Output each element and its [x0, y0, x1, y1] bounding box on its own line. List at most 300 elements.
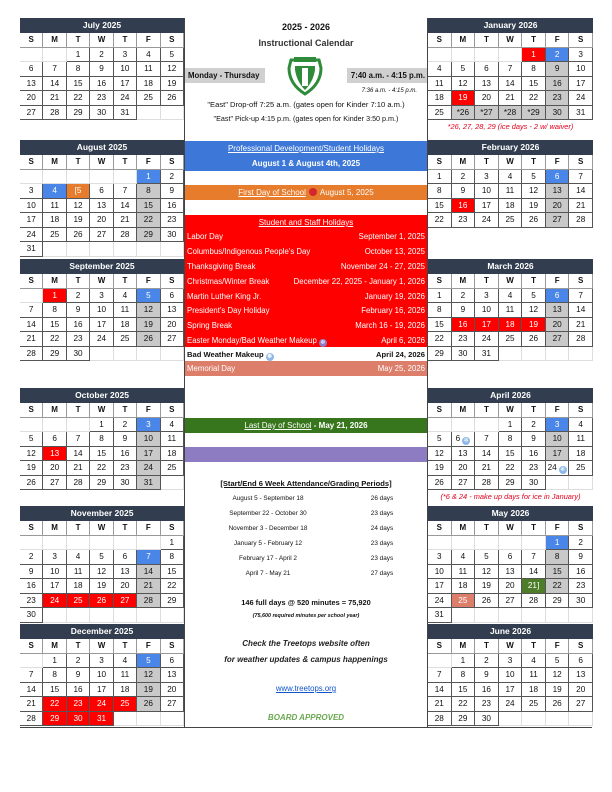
- day-cell: 7: [114, 184, 137, 199]
- day-cell: 24: [475, 213, 499, 228]
- website-link[interactable]: www.treetops.org: [275, 684, 337, 693]
- day-cell: 9: [475, 668, 499, 683]
- bottom-border: [20, 727, 592, 728]
- day-cell: 13: [452, 447, 476, 462]
- day-cell: 11: [114, 303, 137, 318]
- weekday-header: T: [67, 155, 90, 170]
- day-cell: 24: [499, 697, 523, 712]
- month-title: July 2025: [20, 18, 184, 33]
- weekday-header: F: [546, 274, 570, 289]
- day-cell: 6: [20, 62, 43, 77]
- day-cell: 2: [452, 289, 476, 304]
- weekday-header: W: [90, 639, 113, 654]
- weekday-header: W: [499, 403, 523, 418]
- month-grid: [20, 274, 184, 361]
- day-cell: *27: [475, 106, 499, 121]
- day-cell: 12: [67, 199, 90, 214]
- pickup-info: "East" Pick-up 4:15 p.m. (gates open for Kinder 3:50 p.m.): [213, 114, 399, 123]
- weekday-header: W: [499, 33, 523, 48]
- day-cell: 16: [114, 447, 137, 462]
- day-cell: 21]: [522, 579, 546, 594]
- day-cell: 3: [546, 418, 570, 433]
- day-cell: 28: [569, 213, 593, 228]
- empty-cell: [428, 536, 452, 551]
- day-cell: 11: [114, 668, 137, 683]
- day-cell: 4: [452, 550, 476, 565]
- day-cell: 23: [546, 91, 570, 106]
- day-cell: 30: [546, 106, 570, 121]
- day-cell: 9: [569, 550, 593, 565]
- weekday-header: S: [569, 403, 593, 418]
- day-cell: 1: [499, 418, 523, 433]
- day-cell: 9: [452, 303, 476, 318]
- empty-cell: [67, 608, 90, 623]
- day-cell: 1: [452, 654, 476, 669]
- day-cell: 6: [569, 654, 593, 669]
- day-cell: 8: [428, 303, 452, 318]
- grading-period-row: [185, 507, 427, 522]
- month-grid: [428, 155, 593, 228]
- day-cell: 9: [522, 432, 546, 447]
- day-cell: 14: [114, 199, 137, 214]
- day-cell: 7: [20, 668, 43, 683]
- day-cell: 4: [114, 654, 137, 669]
- empty-cell: [43, 536, 66, 551]
- empty-cell: [475, 608, 499, 623]
- month-note: (*6 & 24 - make up days for ice in January): [440, 492, 581, 501]
- weekday-header: T: [522, 521, 546, 536]
- day-cell: 29: [90, 476, 113, 491]
- day-cell: 11: [43, 199, 66, 214]
- first-day-banner: [185, 185, 427, 200]
- grading-period-range: November 3 - December 18: [228, 525, 308, 532]
- day-cell: 21: [569, 318, 593, 333]
- day-cell: 2: [522, 418, 546, 433]
- holiday-item: [185, 275, 427, 290]
- day-cell: 15: [428, 318, 452, 333]
- weekday-header: S: [20, 155, 43, 170]
- day-cell: 16: [90, 77, 113, 92]
- empty-cell: [161, 608, 184, 623]
- day-cell: 16: [452, 318, 476, 333]
- day-cell: 13: [569, 668, 593, 683]
- day-cell: 6: [546, 289, 570, 304]
- month-august: [20, 140, 184, 257]
- grading-period-range: January 5 - February 12: [233, 540, 303, 547]
- day-cell: 16: [452, 199, 476, 214]
- day-cell: 23: [522, 461, 546, 476]
- month-february: [428, 140, 593, 228]
- grading-period-range: September 22 - October 30: [229, 510, 307, 517]
- day-cell: 26: [522, 213, 546, 228]
- day-cell: 11: [452, 565, 476, 580]
- month-april: [428, 388, 593, 504]
- day-cell: 3: [90, 654, 113, 669]
- empty-cell: [428, 654, 452, 669]
- weekday-header: F: [137, 403, 160, 418]
- month-title: December 2025: [20, 624, 184, 639]
- holiday-name: Thanksgiving Break: [187, 261, 256, 271]
- weekday-header: S: [20, 33, 43, 48]
- month-grid: [428, 274, 593, 361]
- empty-cell: [137, 347, 160, 362]
- empty-cell: [452, 536, 476, 551]
- empty-cell: [522, 536, 546, 551]
- day-cell: 2: [475, 654, 499, 669]
- weekday-header: M: [452, 33, 476, 48]
- grading-period-days: 23 days: [370, 510, 394, 517]
- grading-period-range: February 17 - April 2: [239, 555, 297, 562]
- weekday-header: M: [452, 639, 476, 654]
- day-cell: 5: [522, 170, 546, 185]
- weekday-header: F: [137, 33, 160, 48]
- month-grid: [428, 521, 593, 623]
- day-cell: 23: [67, 697, 90, 712]
- weekday-header: M: [452, 155, 476, 170]
- day-cell: 8: [43, 668, 66, 683]
- day-cell: 25: [569, 461, 593, 476]
- holiday-name: Easter Monday/Bad Weather Makeup: [187, 336, 317, 346]
- day-cell: 23: [475, 697, 499, 712]
- weekday-header: S: [161, 403, 184, 418]
- day-cell: 4: [499, 170, 523, 185]
- day-cell: 27: [90, 228, 113, 243]
- day-cell: 13: [114, 565, 137, 580]
- day-cell: 4: [114, 289, 137, 304]
- day-cell: 22: [428, 213, 452, 228]
- empty-cell: [114, 536, 137, 551]
- empty-cell: [43, 170, 66, 185]
- day-cell: 20: [546, 318, 570, 333]
- memorial-day-row: [185, 361, 427, 376]
- day-cell: 12: [452, 77, 476, 92]
- month-title: November 2025: [20, 506, 184, 521]
- empty-cell: [137, 608, 160, 623]
- day-cell: 8: [90, 432, 113, 447]
- month-title: March 2026: [428, 259, 593, 274]
- day-cell: 1: [428, 170, 452, 185]
- day-cell: 19: [546, 683, 570, 698]
- month-may: [428, 506, 593, 623]
- day-cell: 18: [499, 199, 523, 214]
- day-cell: 1: [43, 654, 66, 669]
- day-cell: 30: [569, 594, 593, 609]
- empty-cell: [20, 418, 43, 433]
- empty-cell: [161, 106, 184, 121]
- holidays-list: [185, 230, 427, 349]
- day-cell: 27: [499, 594, 523, 609]
- day-cell: 18: [452, 579, 476, 594]
- weekday-header: M: [43, 33, 66, 48]
- day-cell: 29: [43, 712, 66, 727]
- day-cell: 17: [114, 77, 137, 92]
- month-note: *26, 27, 28, 29 (ice days - 2 w/ waiver): [447, 122, 574, 131]
- day-cell: 1: [428, 289, 452, 304]
- day-cell: 4: [428, 62, 452, 77]
- day-cell: 23: [452, 332, 476, 347]
- day-cell: 26: [522, 332, 546, 347]
- day-cell: 29: [67, 106, 90, 121]
- weekday-header: T: [114, 33, 137, 48]
- month-grid: [20, 33, 184, 120]
- day-cell: 10: [114, 62, 137, 77]
- empty-cell: [90, 347, 113, 362]
- empty-cell: [522, 347, 546, 362]
- day-cell: 20: [499, 579, 523, 594]
- day-cell: 15: [452, 683, 476, 698]
- weekday-header: S: [20, 639, 43, 654]
- day-cell: 15: [546, 565, 570, 580]
- day-cell: 11: [569, 432, 593, 447]
- day-cell: 17: [499, 683, 523, 698]
- empty-cell: [428, 418, 452, 433]
- empty-cell: [114, 170, 137, 185]
- weekday-header: F: [137, 155, 160, 170]
- day-cell: 14: [569, 303, 593, 318]
- day-cell: 19: [452, 91, 476, 106]
- grading-periods-title: [Start/End 6 Week Attendance/Grading Periods]: [220, 479, 392, 488]
- day-cell: 5: [20, 432, 43, 447]
- day-cell: 6: [43, 432, 66, 447]
- empty-cell: [569, 712, 593, 727]
- day-cell: 25: [522, 697, 546, 712]
- day-cell: 16: [546, 77, 570, 92]
- day-cell: 22: [90, 461, 113, 476]
- weekday-header: F: [137, 521, 160, 536]
- bad-weather-label: Bad Weather Makeup: [187, 350, 264, 359]
- day-cell: 25: [499, 213, 523, 228]
- day-cell: 5: [452, 62, 476, 77]
- weekday-header: T: [522, 403, 546, 418]
- day-cell: 9: [161, 184, 184, 199]
- month-july: [20, 18, 184, 120]
- weekday-header: T: [67, 274, 90, 289]
- day-cell: *26: [452, 106, 476, 121]
- day-cell: 5: [90, 550, 113, 565]
- weekday-header: S: [161, 155, 184, 170]
- snowflake-icon: ❄: [463, 438, 469, 444]
- day-cell: 19: [137, 683, 160, 698]
- day-cell: 26: [137, 332, 160, 347]
- last-day-date: - May 21, 2026: [311, 421, 368, 430]
- empty-cell: [90, 608, 113, 623]
- day-cell: 18: [114, 318, 137, 333]
- day-cell: 26: [137, 697, 160, 712]
- day-cell: 27: [161, 697, 184, 712]
- weekday-header: S: [20, 274, 43, 289]
- empty-cell: [137, 536, 160, 551]
- day-cell: 15: [43, 318, 66, 333]
- day-cell: 24: [475, 332, 499, 347]
- day-cell: 19: [522, 199, 546, 214]
- day-cell: 21: [43, 91, 66, 106]
- day-cell: 3: [137, 418, 160, 433]
- weekday-header: W: [90, 403, 113, 418]
- first-day-label: First Day of School: [238, 188, 306, 197]
- day-cell: 5: [475, 550, 499, 565]
- day-cell: 5: [428, 432, 452, 447]
- day-cell: 22: [452, 697, 476, 712]
- day-cell: 27: [452, 476, 476, 491]
- day-cell: 1: [137, 170, 160, 185]
- day-cell: 2: [20, 550, 43, 565]
- empty-cell: [20, 654, 43, 669]
- empty-cell: [137, 712, 160, 727]
- day-cell: 20: [161, 683, 184, 698]
- memorial-label: Memorial Day: [187, 364, 236, 373]
- day-cell: 7: [428, 668, 452, 683]
- day-cell: 3: [428, 550, 452, 565]
- day-cell: 21: [114, 213, 137, 228]
- day-cell: 23: [114, 461, 137, 476]
- day-cell: 23: [569, 579, 593, 594]
- day-cell: 20: [475, 91, 499, 106]
- weekday-header: F: [137, 639, 160, 654]
- month-title: August 2025: [20, 140, 184, 155]
- day-cell: 28: [428, 712, 452, 727]
- calendar-subtitle: Instructional Calendar: [258, 38, 354, 48]
- grading-period-row: [185, 537, 427, 552]
- day-cell: 22: [137, 213, 160, 228]
- day-cell: 13: [475, 77, 499, 92]
- empty-cell: [499, 347, 523, 362]
- empty-cell: [499, 48, 523, 63]
- day-cell: 17: [546, 447, 570, 462]
- day-cell: 24: [20, 228, 43, 243]
- weekday-header: T: [475, 33, 499, 48]
- required-minutes: (75,600 required minutes per school year): [252, 613, 360, 619]
- day-cell: *28: [499, 106, 523, 121]
- day-cell: 2: [452, 170, 476, 185]
- day-cell: 30: [161, 228, 184, 243]
- day-cell: 28: [569, 332, 593, 347]
- day-cell: 14: [475, 447, 499, 462]
- day-cell: 3: [90, 289, 113, 304]
- day-cell: 2: [569, 536, 593, 551]
- weekday-header: S: [569, 639, 593, 654]
- day-cell: 19: [428, 461, 452, 476]
- pd-title: Professional Development/Student Holidays: [227, 144, 385, 153]
- empty-cell: [67, 418, 90, 433]
- website-note-2: for weather updates & campus happenings: [224, 655, 388, 664]
- day-cell: 24: [114, 91, 137, 106]
- day-cell: 25: [161, 461, 184, 476]
- empty-cell: [499, 608, 523, 623]
- day-cell: 14: [43, 77, 66, 92]
- day-cell: 24 ❄: [546, 461, 570, 476]
- day-cell: 14: [20, 683, 43, 698]
- empty-cell: [161, 347, 184, 362]
- day-cell: 11: [522, 668, 546, 683]
- weekday-header: M: [43, 274, 66, 289]
- weekday-header: F: [546, 639, 570, 654]
- day-cell: 20: [43, 461, 66, 476]
- day-cell: 15: [522, 77, 546, 92]
- weekday-header: W: [90, 155, 113, 170]
- day-cell: 18: [43, 213, 66, 228]
- month-title: May 2026: [428, 506, 593, 521]
- day-cell: 2: [161, 170, 184, 185]
- empty-cell: [161, 242, 184, 257]
- day-cell: 3: [20, 184, 43, 199]
- day-cell: 28: [137, 594, 160, 609]
- holiday-date: December 22, 2025 - January 1, 2026: [293, 276, 425, 286]
- day-cell: 3: [114, 48, 137, 63]
- board-approved: BOARD APPROVED: [267, 713, 345, 722]
- day-cell: 20: [546, 199, 570, 214]
- day-cell: 6: [546, 170, 570, 185]
- day-cell: 24: [569, 91, 593, 106]
- month-november: [20, 506, 184, 623]
- month-grid: [428, 33, 593, 120]
- day-cell: 8: [137, 184, 160, 199]
- weekday-header: F: [546, 155, 570, 170]
- empty-cell: [67, 170, 90, 185]
- day-cell: 17: [475, 199, 499, 214]
- day-cell: 25: [499, 332, 523, 347]
- weekday-header: W: [499, 639, 523, 654]
- day-cell: 31: [20, 242, 43, 257]
- day-cell: 13: [161, 303, 184, 318]
- day-cell: 5: [137, 654, 160, 669]
- month-january: [428, 18, 593, 134]
- day-cell: 20: [452, 461, 476, 476]
- holiday-item: [185, 304, 427, 319]
- day-cell: 1: [90, 418, 113, 433]
- holiday-date: March 16 - 19, 2026: [355, 321, 425, 331]
- empty-cell: [137, 242, 160, 257]
- holiday-item: [185, 245, 427, 260]
- day-cell: 23: [452, 213, 476, 228]
- day-cell: 16: [20, 579, 43, 594]
- day-cell: 19: [522, 318, 546, 333]
- day-cell: 27: [43, 476, 66, 491]
- day-cell: 28: [475, 476, 499, 491]
- day-cell: 18: [137, 77, 160, 92]
- day-cell: 14: [137, 565, 160, 580]
- day-cell: 3: [475, 170, 499, 185]
- empty-cell: [67, 536, 90, 551]
- day-cell: 6: [499, 550, 523, 565]
- day-cell: 23: [90, 91, 113, 106]
- weekday-header: S: [428, 639, 452, 654]
- day-cell: 11: [67, 565, 90, 580]
- day-cell: 23: [20, 594, 43, 609]
- month-grid: [20, 639, 184, 726]
- empty-cell: [137, 106, 160, 121]
- full-days-summary: 146 full days @ 520 minutes = 75,920: [241, 598, 371, 607]
- day-cell: 6 ❄: [452, 432, 476, 447]
- day-cell: 7: [569, 170, 593, 185]
- day-cell: 20: [114, 579, 137, 594]
- day-cell: 21: [137, 579, 160, 594]
- day-cell: 22: [428, 332, 452, 347]
- snowflake-icon: ❄: [560, 467, 566, 473]
- day-cell: 17: [475, 318, 499, 333]
- day-cell: 29: [43, 347, 66, 362]
- day-cell: 8: [546, 550, 570, 565]
- day-cell: 30: [20, 608, 43, 623]
- day-cell: 24: [43, 594, 66, 609]
- month-march: [428, 259, 593, 361]
- weekday-header: S: [161, 33, 184, 48]
- empty-cell: [452, 418, 476, 433]
- holiday-date: October 13, 2025: [364, 246, 425, 256]
- day-cell: 11: [161, 432, 184, 447]
- empty-cell: [114, 608, 137, 623]
- day-cell: 4: [67, 550, 90, 565]
- day-cell: 24: [90, 332, 113, 347]
